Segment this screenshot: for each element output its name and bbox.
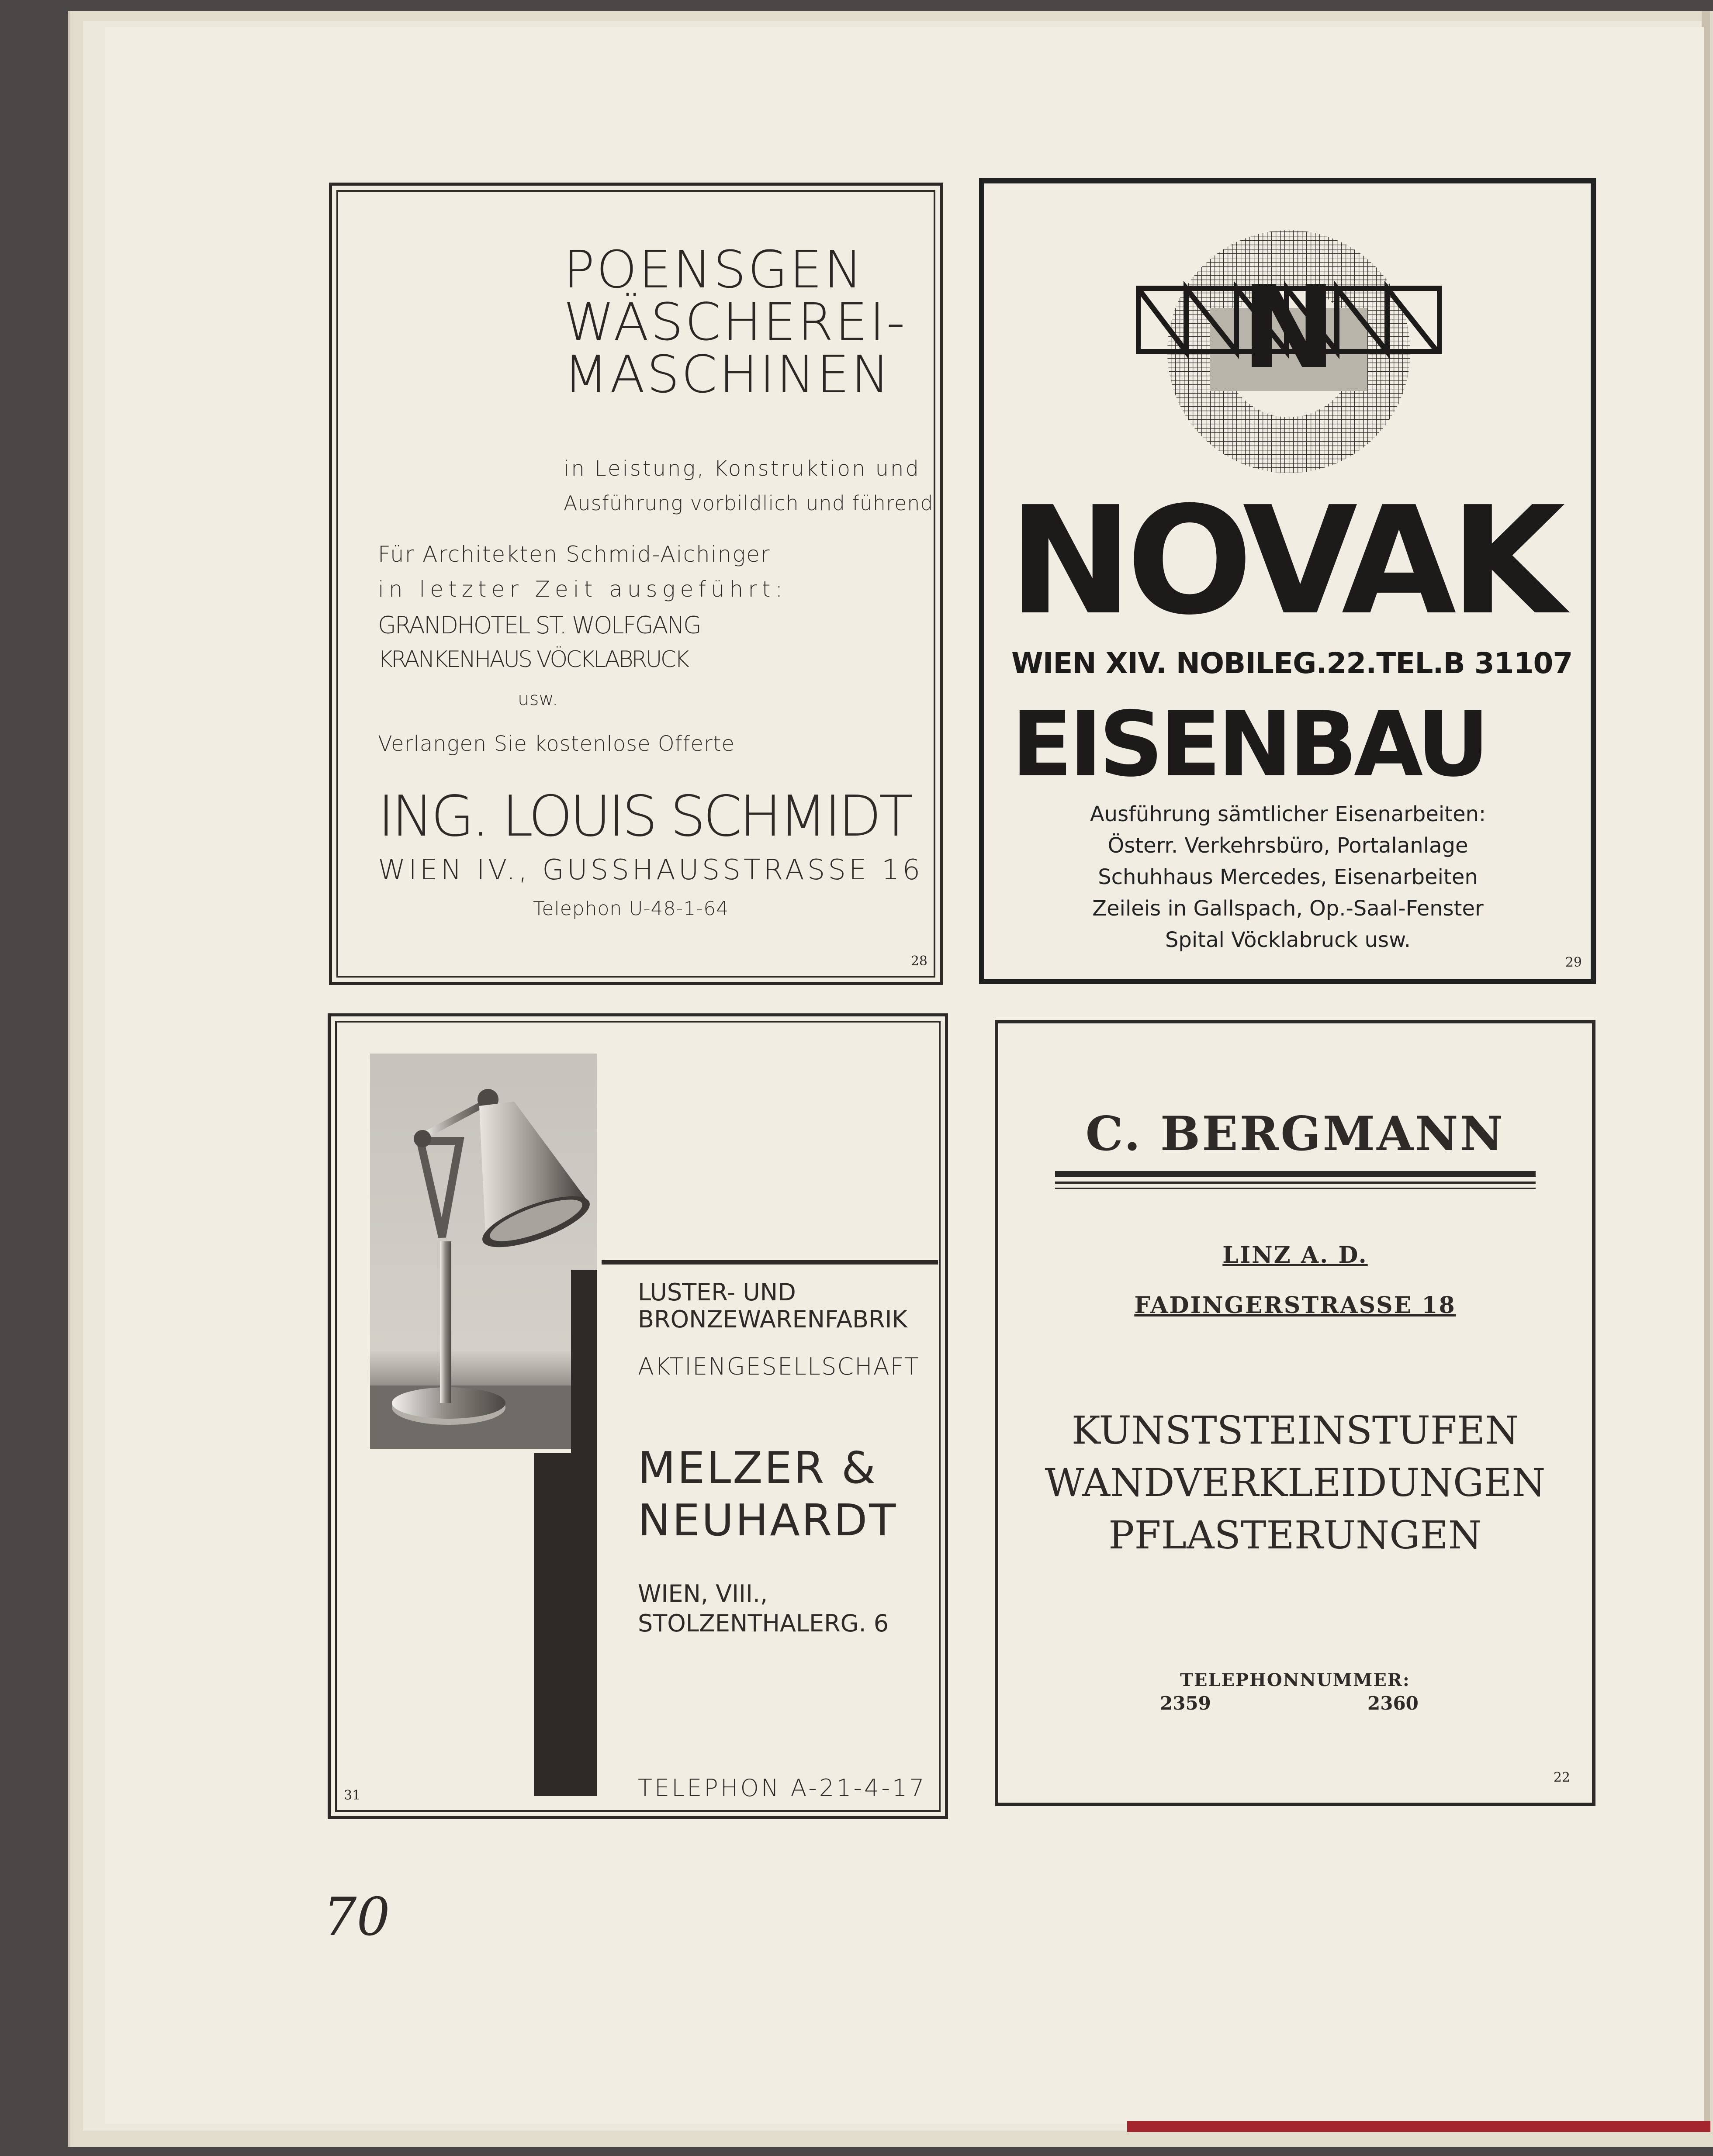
poensgen-intro-2: Ausführung vorbildlich und führend — [564, 491, 934, 515]
novak-name: NOVAK — [1008, 475, 1560, 648]
poensgen-address: WIEN IV., GUSSHAUSSTRASSE 16 — [378, 854, 924, 886]
ad-poensgen — [329, 183, 943, 985]
bergmann-company: C. BERGMANN — [1085, 1106, 1505, 1161]
rule-top — [602, 1260, 938, 1265]
melzer-address-2: STOLZENTHALERG. 6 — [638, 1610, 889, 1637]
novak-body-line-3: Schuhhaus Mercedes, Eisenarbeiten — [1098, 865, 1478, 889]
novak-logo — [1136, 223, 1442, 480]
poensgen-title-3: MASCHINEN — [564, 344, 892, 404]
poensgen-offer: Verlangen Sie kostenlose Offerte — [378, 732, 735, 756]
novak-address: WIEN XIV. NOBILEG.22.TEL.B 31107 — [1011, 646, 1573, 680]
ad-number: 28 — [910, 954, 927, 969]
ad-bergmann — [995, 1020, 1595, 1806]
melzer-line-3: AKTIENGESELLSCHAFT — [638, 1353, 920, 1380]
bergmann-city: LINZ A. D. — [1222, 1242, 1368, 1268]
bergmann-phone-2: 2360 — [1367, 1693, 1419, 1714]
poensgen-ref-1: Für Architekten Schmid-Aichinger — [378, 542, 771, 567]
bergmann-product-2: WANDVERKLEIDUNGEN — [1045, 1460, 1546, 1505]
ad-novak — [979, 178, 1596, 984]
novak-body-line-1: Ausführung sämtlicher Eisenarbeiten: — [1090, 802, 1486, 826]
poensgen-etc: usw. — [518, 688, 558, 709]
poensgen-company: ING. LOUIS SCHMIDT — [378, 784, 910, 849]
ad-number: 29 — [1565, 955, 1582, 970]
bergmann-product-1: KUNSTSTEINSTUFEN — [1071, 1408, 1519, 1453]
melzer-address-1: WIEN, VIII., — [638, 1580, 768, 1607]
poensgen-ref-3: GRANDHOTEL ST. WOLFGANG — [378, 612, 700, 639]
poensgen-ref-4: KRANKENHAUS VÖCKLABRUCK — [378, 646, 688, 673]
novak-body-line-4: Zeileis in Gallspach, Op.-Saal-Fenster — [1092, 896, 1484, 921]
bergmann-product-3: PFLASTERUNGEN — [1108, 1513, 1482, 1558]
bergmann-street: FADINGERSTRASSE 18 — [1134, 1292, 1456, 1319]
logo-letter: N — [1241, 262, 1336, 394]
melzer-line-1: LUSTER- UND — [638, 1278, 796, 1306]
poensgen-telephone: Telephon U-48-1-64 — [533, 898, 729, 920]
melzer-name-2: NEUHARDT — [638, 1495, 898, 1546]
bergmann-phone-1: 2359 — [1160, 1693, 1211, 1714]
binding-strip — [1127, 2121, 1710, 2132]
bar-horizontal — [534, 1453, 597, 1796]
ad-number: 22 — [1553, 1770, 1570, 1785]
poensgen-title-2: WÄSCHEREI- — [564, 292, 907, 352]
melzer-name-1: MELZER & — [638, 1442, 878, 1493]
melzer-line-2: BRONZEWARENFABRIK — [638, 1306, 907, 1333]
bergmann-phone-label: TELEPHONNUMMER: — [1180, 1670, 1410, 1690]
melzer-telephone: TELEPHON A-21-4-17 — [638, 1774, 927, 1802]
bergmann-rule-mid — [1055, 1182, 1536, 1184]
page-number: 70 — [323, 1887, 390, 1948]
lamp-photo — [370, 1054, 597, 1449]
novak-body-line-2: Österr. Verkehrsbüro, Portalanlage — [1107, 833, 1468, 858]
novak-body — [997, 798, 1578, 956]
bergmann-rule-thin — [1055, 1188, 1536, 1189]
poensgen-title-1: POENSGEN — [564, 239, 865, 300]
ad-melzer — [328, 1013, 948, 1819]
poensgen-ref-2: in letzter Zeit ausgeführt: — [378, 577, 788, 602]
novak-body-line-5: Spital Vöcklabruck usw. — [1165, 928, 1411, 952]
novak-trade: EISENBAU — [1011, 693, 1486, 797]
poensgen-intro-1: in Leistung, Konstruktion und — [564, 456, 921, 481]
ad-number: 31 — [344, 1788, 361, 1803]
bergmann-rule-thick — [1055, 1171, 1536, 1177]
